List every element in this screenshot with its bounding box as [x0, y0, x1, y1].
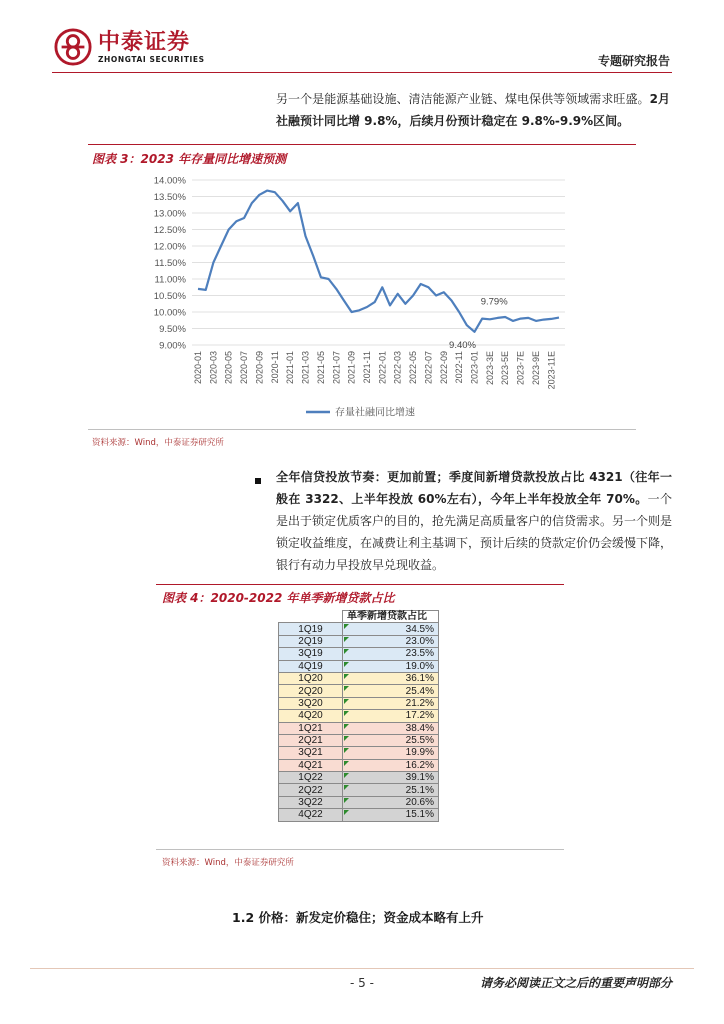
- intro-bold-a: 2: [649, 92, 658, 106]
- series-line-stock-financing: [198, 191, 559, 332]
- table-row: [279, 648, 439, 660]
- x-tick-label: 2023-11E: [546, 351, 557, 390]
- quarter-cell: 2Q22: [279, 784, 343, 796]
- table-row: [279, 809, 439, 821]
- header-divider: [52, 72, 672, 73]
- y-tick-label: 12.50%: [153, 225, 186, 236]
- figure4-source: 资料来源：Wind，中泰证券研究所: [162, 858, 294, 868]
- quarter-cell: 1Q20: [279, 672, 343, 684]
- x-tick-label: 2022-11: [454, 351, 465, 384]
- bullet-bold-text: 全年信贷投放节奏：更加前置；季度间新增贷款投放占比 4321（往年一般在 3322、上半年投放 60%左右），今年上半年投放全年 70%。: [276, 470, 672, 506]
- figure4-top-rule: [156, 584, 564, 585]
- table-row: [279, 722, 439, 734]
- table-column-header: 单季新增贷款占比: [343, 611, 439, 623]
- share-value-cell: 19.9%: [343, 747, 439, 759]
- legend-label: 存量社融同比增速: [335, 407, 415, 419]
- figure3-title: 图表 3：2023 年存量同比增速预测: [92, 152, 287, 166]
- table-row: [279, 796, 439, 808]
- table-row: [279, 623, 439, 635]
- x-tick-label: 2020-07: [239, 351, 250, 385]
- x-tick-label: 2022-07: [423, 351, 434, 385]
- figure3-source: 资料来源：Wind，中泰证券研究所: [92, 438, 224, 448]
- quarter-cell: 4Q20: [279, 710, 343, 722]
- x-tick-label: 2022-01: [377, 351, 388, 385]
- logo-mark-icon: [54, 28, 92, 66]
- x-tick-label: 2023-9E: [530, 351, 541, 386]
- quarter-cell: 4Q21: [279, 759, 343, 771]
- x-tick-label: 2022-03: [392, 351, 403, 385]
- x-tick-label: 2020-05: [223, 351, 234, 385]
- table-row: [279, 685, 439, 697]
- x-tick-label: 2020-11: [269, 351, 280, 384]
- y-tick-label: 10.50%: [153, 291, 186, 302]
- quarterly-loan-share-table: [278, 610, 439, 822]
- x-tick-label: 2022-05: [408, 351, 419, 385]
- quarter-cell: 3Q22: [279, 796, 343, 808]
- share-value-cell: 36.1%: [343, 672, 439, 684]
- x-tick-label: 2023-01: [469, 351, 480, 385]
- intro-bold-b: 月社融预计同比增 9.8%，后续月份预计稳定在 9.8%-9.9%区间。: [276, 92, 670, 128]
- table-row: [279, 672, 439, 684]
- section-heading: 1.2 价格：新发定价稳住；资金成本略有上升: [232, 910, 484, 925]
- x-tick-label: 2023-3E: [484, 351, 495, 386]
- figure3-top-rule: [88, 144, 636, 145]
- x-tick-label: 2021-03: [300, 351, 311, 385]
- y-tick-label: 12.00%: [153, 241, 186, 253]
- table-corner-cell: [279, 611, 343, 623]
- x-tick-label: 2023-5E: [500, 351, 511, 386]
- share-value-cell: 19.0%: [343, 660, 439, 672]
- table-row: [279, 697, 439, 709]
- quarter-cell: 1Q21: [279, 722, 343, 734]
- bullet-paragraph: [276, 466, 672, 576]
- y-tick-label: 9.50%: [159, 324, 186, 335]
- x-tick-label: 2023-7E: [515, 351, 526, 386]
- share-value-cell: 16.2%: [343, 759, 439, 771]
- table-row: [279, 772, 439, 784]
- share-value-cell: 23.5%: [343, 648, 439, 660]
- intro-line: 另一个是能源基础设施、清洁能源产业链、煤电保供等领域需求旺盛。: [276, 92, 650, 106]
- x-tick-label: 2021-07: [331, 351, 342, 385]
- report-type-label: 专题研究报告: [597, 54, 670, 68]
- page-number: - 5 -: [350, 976, 374, 990]
- share-value-cell: 39.1%: [343, 772, 439, 784]
- quarter-cell: 4Q22: [279, 809, 343, 821]
- share-value-cell: 23.0%: [343, 635, 439, 647]
- bullet-marker: [255, 478, 261, 484]
- quarter-cell: 1Q22: [279, 772, 343, 784]
- figure4-title: 图表 4：2020-2022 年单季新增贷款占比: [162, 591, 395, 605]
- footer-disclaimer: 请务必阅读正文之后的重要声明部分: [479, 976, 672, 990]
- bullet-plain-text: 一个是出于锁定优质客户的目的，抢先满足高质量客户的信贷需求。另一个则是锁定收益维度，在减费让利主基调下，预计后续的贷款定价仍会缓慢下降，银行有动力早投放早兑现收益。: [276, 492, 673, 572]
- y-tick-label: 10.00%: [153, 307, 186, 319]
- y-tick-label: 13.00%: [153, 208, 186, 220]
- data-label: 9.40%: [449, 339, 476, 351]
- table-header-row: [279, 611, 439, 623]
- quarter-cell: 2Q20: [279, 685, 343, 697]
- y-tick-label: 14.00%: [153, 175, 186, 187]
- quarter-cell: 3Q20: [279, 697, 343, 709]
- logo-cn-text: 中泰证券: [98, 29, 191, 55]
- share-value-cell: 25.4%: [343, 685, 439, 697]
- footer-divider: [30, 968, 694, 969]
- quarter-cell: 3Q21: [279, 747, 343, 759]
- quarter-cell: 2Q19: [279, 635, 343, 647]
- table-row: [279, 734, 439, 746]
- x-tick-label: 2022-09: [438, 351, 449, 385]
- y-tick-label: 9.00%: [159, 340, 186, 352]
- x-tick-label: 2021-09: [346, 351, 357, 385]
- share-value-cell: 15.1%: [343, 809, 439, 821]
- intro-paragraph: [276, 88, 670, 132]
- x-tick-label: 2021-05: [315, 351, 326, 385]
- share-value-cell: 20.6%: [343, 796, 439, 808]
- logo-en-text: ZHONGTAI SECURITIES: [98, 54, 205, 64]
- share-value-cell: 17.2%: [343, 710, 439, 722]
- quarter-cell: 3Q19: [279, 648, 343, 660]
- share-value-cell: 21.2%: [343, 697, 439, 709]
- table-row: [279, 759, 439, 771]
- table-row: [279, 660, 439, 672]
- share-value-cell: 38.4%: [343, 722, 439, 734]
- table-row: [279, 635, 439, 647]
- table-row: [279, 710, 439, 722]
- quarter-cell: 2Q21: [279, 734, 343, 746]
- company-logo: [54, 28, 205, 66]
- table-row: [279, 747, 439, 759]
- share-value-cell: 25.1%: [343, 784, 439, 796]
- y-tick-label: 11.00%: [154, 274, 186, 286]
- share-value-cell: 25.5%: [343, 734, 439, 746]
- y-tick-label: 13.50%: [153, 192, 186, 203]
- x-tick-label: 2021-01: [285, 351, 296, 385]
- x-tick-label: 2020-03: [208, 351, 219, 385]
- x-tick-label: 2020-01: [193, 351, 203, 385]
- stock-financing-growth-chart: [140, 168, 580, 430]
- table-row: [279, 784, 439, 796]
- share-value-cell: 34.5%: [343, 623, 439, 635]
- data-label: 9.79%: [480, 296, 508, 308]
- x-tick-label: 2020-09: [254, 351, 265, 385]
- quarter-cell: 1Q19: [279, 623, 343, 635]
- y-tick-label: 11.50%: [154, 258, 186, 269]
- quarter-cell: 4Q19: [279, 660, 343, 672]
- x-tick-label: 2021-11: [361, 351, 372, 384]
